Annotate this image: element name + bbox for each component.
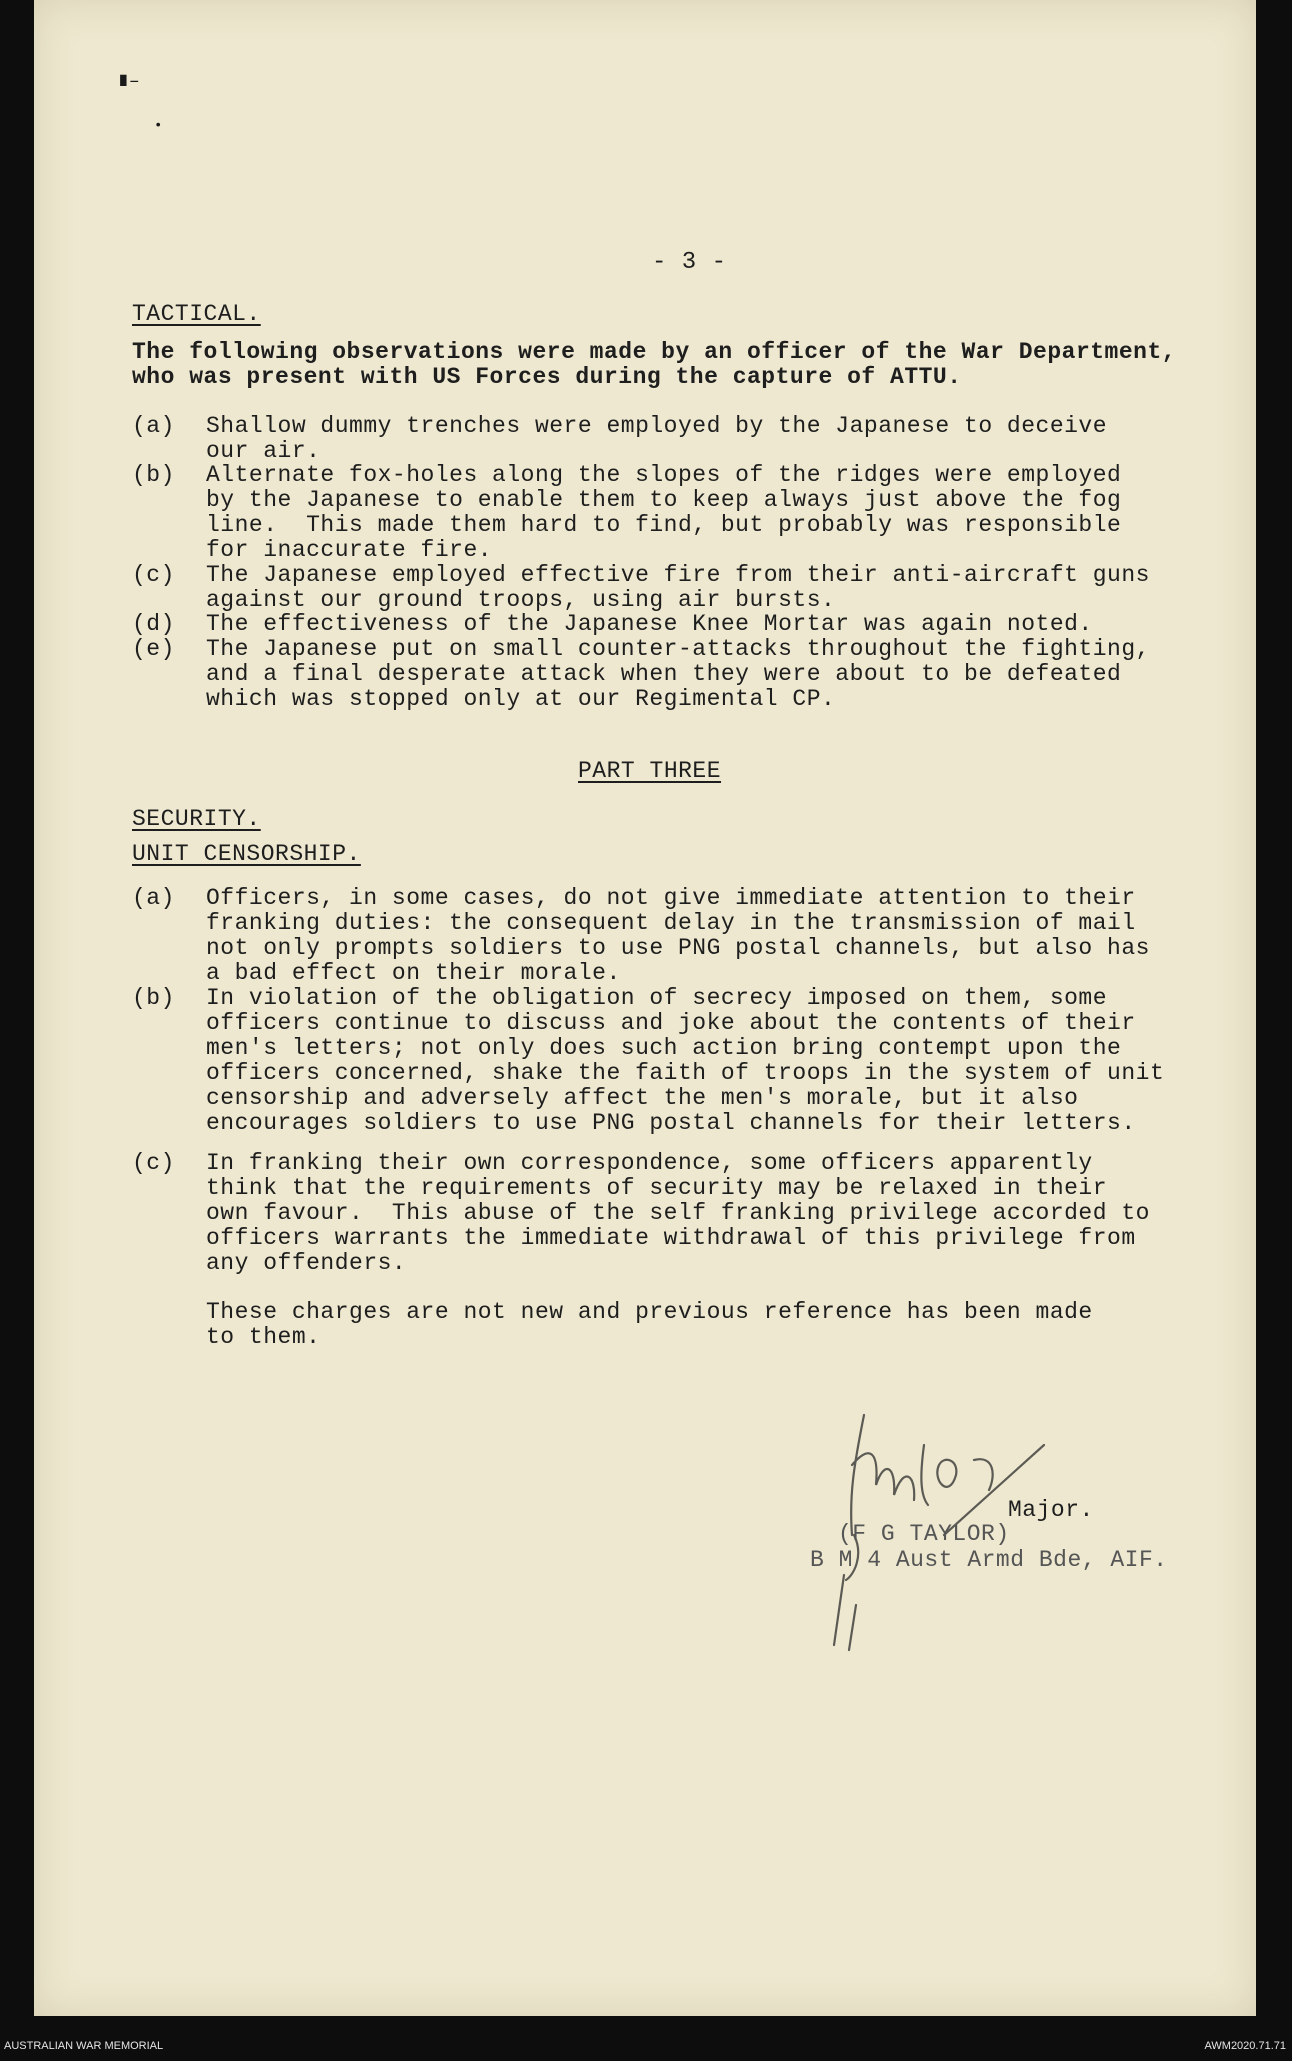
list-item-text: In violation of the obligation of secrecy imposed on them, some officers continue to discuss and joke about the contents of their men's letters; not only does such action bring contempt upon the officers concerned, shake the faith of troops in the system of unit censorship and adversely affect the men's morale, but it also encourages soldiers to use PNG postal channels for their letters.	[206, 985, 1165, 1136]
list-item-text: In franking their own correspondence, some officers apparently think that the requirements of security may be relaxed in their own favour. This abuse of the self franking privilege accorded to officers warrants the immediate withdrawal of this privilege from any offenders.	[206, 1150, 1150, 1276]
closing-paragraph: These charges are not new and previous reference has been made to them.	[206, 1299, 1093, 1350]
tactical-heading: TACTICAL.	[132, 301, 261, 327]
security-heading: SECURITY.	[132, 806, 261, 832]
ink-speck-icon: •	[154, 118, 163, 134]
part-three-heading: PART THREE	[578, 758, 722, 784]
page-number: - 3 -	[652, 249, 727, 276]
list-item-text: Officers, in some cases, do not give immediate attention to their franking duties: the consequent delay in the transmission of mail not only prompts soldiers to use PNG postal channels, but also has a bad effect on their morale.	[206, 885, 1150, 986]
footer-reference-id: AWM2020.71.71	[1204, 2040, 1286, 2052]
list-item-text: The effectiveness of the Japanese Knee Mortar was again noted.	[206, 611, 1093, 637]
list-item-text: Alternate fox-holes along the slopes of the ridges were employed by the Japanese to enable them to keep always just above the fog line. This made them hard to find, but probably was responsible for inaccurate fire.	[206, 462, 1122, 563]
signature-unit: B M 4 Aust Armd Bde, AIF.	[810, 1547, 1168, 1573]
list-item-text: The Japanese employed effective fire from their anti-aircraft guns against our ground troops, using air bursts.	[206, 562, 1150, 613]
list-item-label: (e)	[132, 636, 175, 662]
handwritten-mark-icon: ∎–	[118, 72, 140, 92]
signature-rank: Major.	[1008, 1497, 1094, 1523]
list-item-label: (d)	[132, 611, 175, 637]
list-item-text: Shallow dummy trenches were employed by the Japanese to deceive our air.	[206, 413, 1108, 464]
tactical-intro: The following observations were made by an officer of the War Department, who was present with US Forces during the capture of ATTU.	[132, 339, 1177, 390]
unit-censorship-subheading: UNIT CENSORSHIP.	[132, 841, 361, 867]
footer-archive-label: AUSTRALIAN WAR MEMORIAL	[4, 2040, 164, 2052]
list-item-label: (c)	[132, 1150, 175, 1176]
list-item-text: The Japanese put on small counter-attacks throughout the fighting, and a final desperate attack when they were about to be defeated which was stopped only at our Regimental CP.	[206, 636, 1150, 712]
list-item-label: (a)	[132, 885, 175, 911]
list-item-label: (b)	[132, 985, 175, 1011]
list-item-label: (b)	[132, 462, 175, 488]
list-item-label: (c)	[132, 562, 175, 588]
signature-name: (F G TAYLOR)	[838, 1521, 1010, 1547]
document-page	[34, 0, 1256, 2016]
list-item-label: (a)	[132, 413, 175, 439]
